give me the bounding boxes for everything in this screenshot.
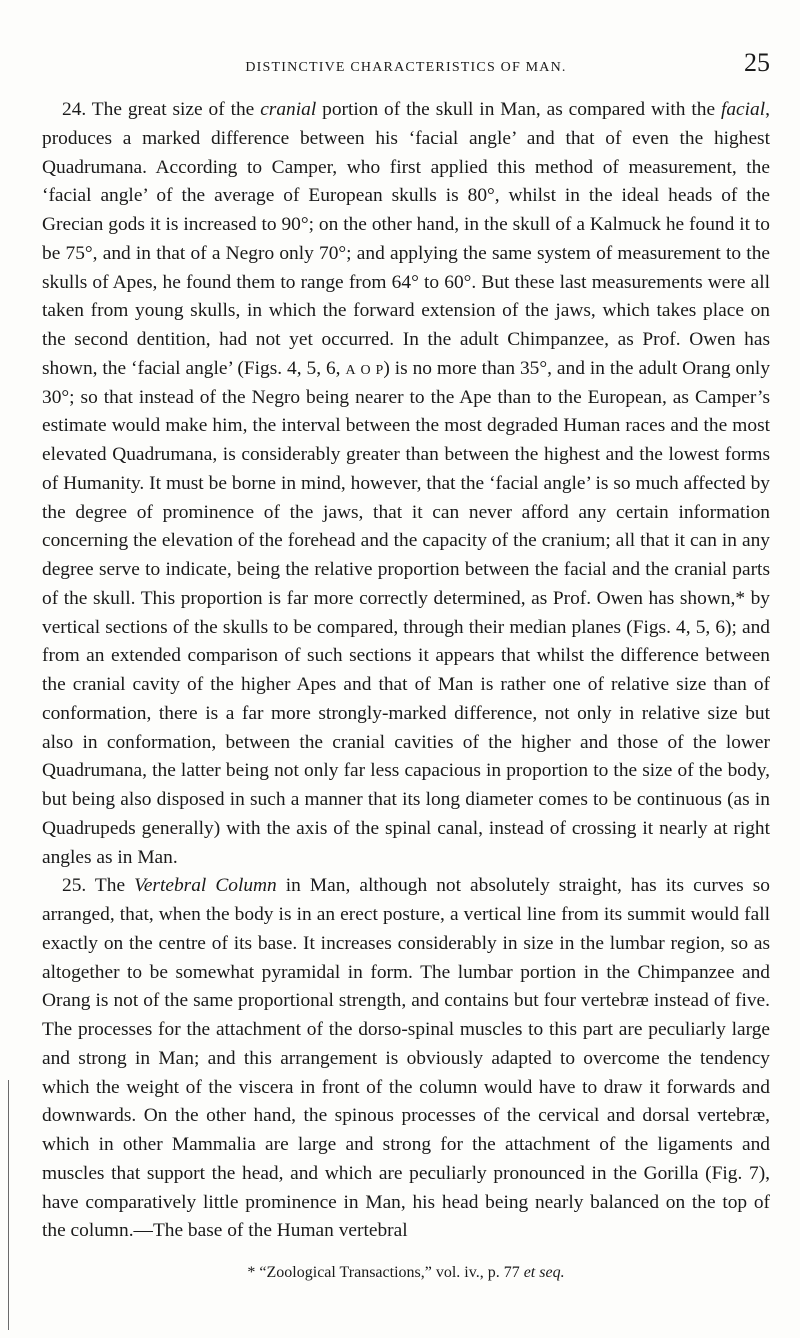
italic-text: Vertebral Column <box>134 875 277 897</box>
text-run: in Man, although not absolutely straight, has its curves so arranged, that, when the body is in an erect posture, a vertical line from its summit would fall exactly on the centre of its base. It increases considerably in size in the lumbar region, so as altogether to be somewhat pyramidal in form. The lumbar portion in the Chimpanzee and Orang is not of the same proportional strength, and contains but four vertebræ instead of five. The processes for the attachment of the dorso-spinal muscles to this part are peculiarly large and strong in Man; and this arrangement is obviously adapted to overcome the tendency which the weight of the viscera in front of the column would have to draw it forwards and downwards. On the other hand, the spinous processes of the cervical and dorsal vertebræ, which in other Mammalia are large and strong for the attachment of the ligaments and muscles that support the head, and which are peculiarly pronounced in the Gorilla (Fig. 7), have comparatively little prominence in Man, his head being nearly balanced on the top of the column.—The base of the Human vertebral <box>42 875 770 1242</box>
text-run: ) is no more than 35°, and in the adult Orang only 30°; so that instead of the Negro being nearer to the Ape than to the European, as Camper’s estimate would make him, the interval between the most degraded Human races and the most elevated Quadrumana, is considerably greater than between the highest and the lowest forms of Humanity. It must be borne in mind, however, that the ‘facial angle’ is so much affected by the degree of prominence of the jaws, that it can never afford any certain information concerning the elevation of the forehead and the capacity of the cranium; all that it can in any degree serve to indicate, being the relative proportion between the facial and the cranial parts of the skull. This proportion is far more correctly determined, as Prof. Owen has shown,* by vertical sections of the skulls to be compared, through their median planes (Figs. 4, 5, 6); and from an extended comparison of such sections it appears that whilst the difference between the cranial cavity of the higher Apes and that of Man is rather one of relative size than of conformation, there is a far more strongly-marked difference, not only in relative size but also in conformation, between the cranial cavities of the higher and those of the lower Quadrumana, the latter being not only far less capacious in proportion to the size of the body, but being also disposed in such a manner that its long diameter comes to be continuous (as in Quadrupeds generally) with the axis of the spinal canal, instead of crossing it nearly at right angles as in Man. <box>42 357 771 868</box>
footnote-marker: * <box>247 1264 256 1281</box>
paragraph-2 <box>42 872 770 1246</box>
text-run: , produces a marked difference between his ‘facial angle’ and that of even the highest Quadrumana. According to Camper, who first applied this method of measurement, the ‘facial angle’ of the average of European skulls is 80°, whilst in the ideal heads of the Grecian gods it is increased to 90°; on the other hand, in the skull of a Kalmuck he found it to be 75°, and in that of a Negro only 70°; and applying the same system of measurement to the skulls of Apes, he found them to range from 64° to 60°. But these last measurements were all taken from young skulls, in which the forward extension of the jaws, which takes place on the second dentition, had not yet occurred. In the adult Chimpanzee, as Prof. Owen has shown, the ‘facial angle’ (Figs. 4, 5, 6, <box>42 99 770 379</box>
text-run: portion of the skull in Man, as compared with the <box>316 99 721 120</box>
paragraph-1 <box>42 96 770 872</box>
running-head <box>42 48 770 78</box>
italic-text: facial <box>720 99 766 120</box>
page-number: 25 <box>744 48 770 77</box>
italic-text: cranial <box>260 99 317 120</box>
body-text <box>42 96 770 1246</box>
footnote <box>42 1262 770 1284</box>
small-caps-text: a o p <box>345 357 384 379</box>
margin-line <box>8 1080 9 1330</box>
footnote-text: “Zoological Transactions,” vol. iv., p. 77 <box>259 1264 520 1281</box>
text-run: 24. The great size of the <box>62 99 261 120</box>
text-run: 25. The <box>62 875 135 897</box>
footnote-et-seq: et seq. <box>523 1264 565 1281</box>
running-title: DISTINCTIVE CHARACTERISTICS OF MAN. <box>245 60 567 75</box>
